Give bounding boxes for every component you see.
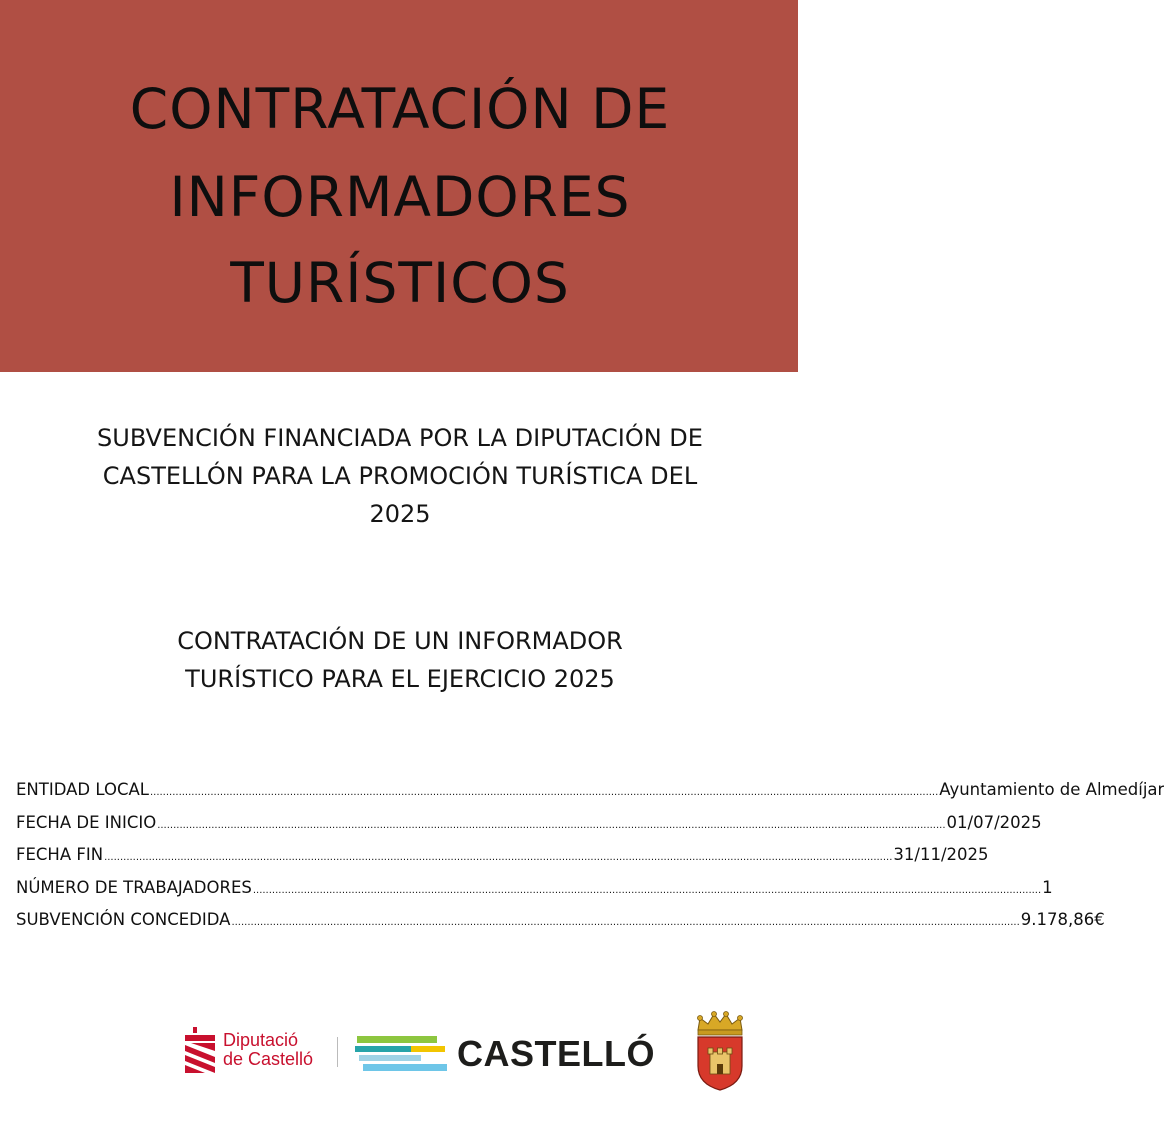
info-label: ENTIDAD LOCAL: [16, 780, 149, 799]
info-label: NÚMERO DE TRABAJADORES: [16, 877, 252, 897]
castello-stripes-icon: [355, 1032, 451, 1076]
funding-subtitle: [20, 419, 780, 533]
diputacio-logo: [185, 1027, 330, 1079]
info-value: 9.178,86€: [1020, 910, 1105, 929]
banner-title-line-3: TURÍSTICOS: [230, 251, 570, 315]
info-value: 1: [1042, 877, 1053, 897]
dot-leader: ........................................................................................................................................................................................................................................................: [231, 917, 1020, 928]
coat-of-arms-icon: [690, 1010, 750, 1092]
info-row-numero-trabajadores: [16, 877, 1053, 911]
banner-title-line-2: INFORMADORES: [169, 165, 631, 229]
dot-leader: ........................................................................................................................................................................................................................................................: [157, 819, 946, 831]
info-value: 31/11/2025: [893, 845, 989, 864]
info-label: SUBVENCIÓN CONCEDIDA: [16, 910, 231, 929]
info-row-subvencion-concedida: [16, 910, 1105, 943]
footer-logos: [0, 1010, 800, 1130]
diputacio-logo-text: [223, 1031, 313, 1069]
info-row-entidad-local: [16, 780, 1164, 813]
info-value: 01/07/2025: [946, 812, 1042, 832]
castello-logo-word: CASTELLÓ: [457, 1033, 655, 1074]
funding-subtitle-line-2: CASTELLÓN PARA LA PROMOCIÓN TURÍSTICA DEL: [102, 462, 698, 490]
logo-divider: [337, 1037, 338, 1067]
diputacio-logo-line-1: Diputació: [223, 1030, 299, 1050]
info-value: Ayuntamiento de Almedíjar: [939, 780, 1164, 799]
hiring-subtitle-line-2: TURÍSTICO PARA EL EJERCICIO 2025: [185, 665, 615, 693]
info-label: FECHA FIN: [16, 845, 104, 864]
banner-title-line-1: CONTRATACIÓN DE: [129, 77, 671, 141]
hiring-subtitle: [20, 622, 780, 698]
title-banner: [0, 0, 798, 372]
info-row-fecha-inicio: [16, 812, 1042, 846]
hiring-subtitle-line-1: CONTRATACIÓN DE UN INFORMADOR: [177, 627, 623, 655]
info-label: FECHA DE INICIO: [16, 812, 157, 832]
dot-leader: ........................................................................................................................................................................................................................................................: [149, 787, 939, 798]
dot-leader: ........................................................................................................................................................................................................................................................: [252, 884, 1042, 896]
info-list: [16, 780, 1164, 943]
diputacio-emblem-icon: [185, 1027, 219, 1077]
info-row-fecha-fin: [16, 845, 989, 878]
diputacio-logo-line-2: de Castelló: [223, 1049, 314, 1069]
dot-leader: ........................................................................................................................................................................................................................................................: [104, 852, 893, 863]
funding-subtitle-line-3: 2025: [369, 500, 431, 528]
funding-subtitle-line-1: SUBVENCIÓN FINANCIADA POR LA DIPUTACIÓN DE: [97, 424, 703, 452]
castello-logo: [355, 1032, 655, 1076]
